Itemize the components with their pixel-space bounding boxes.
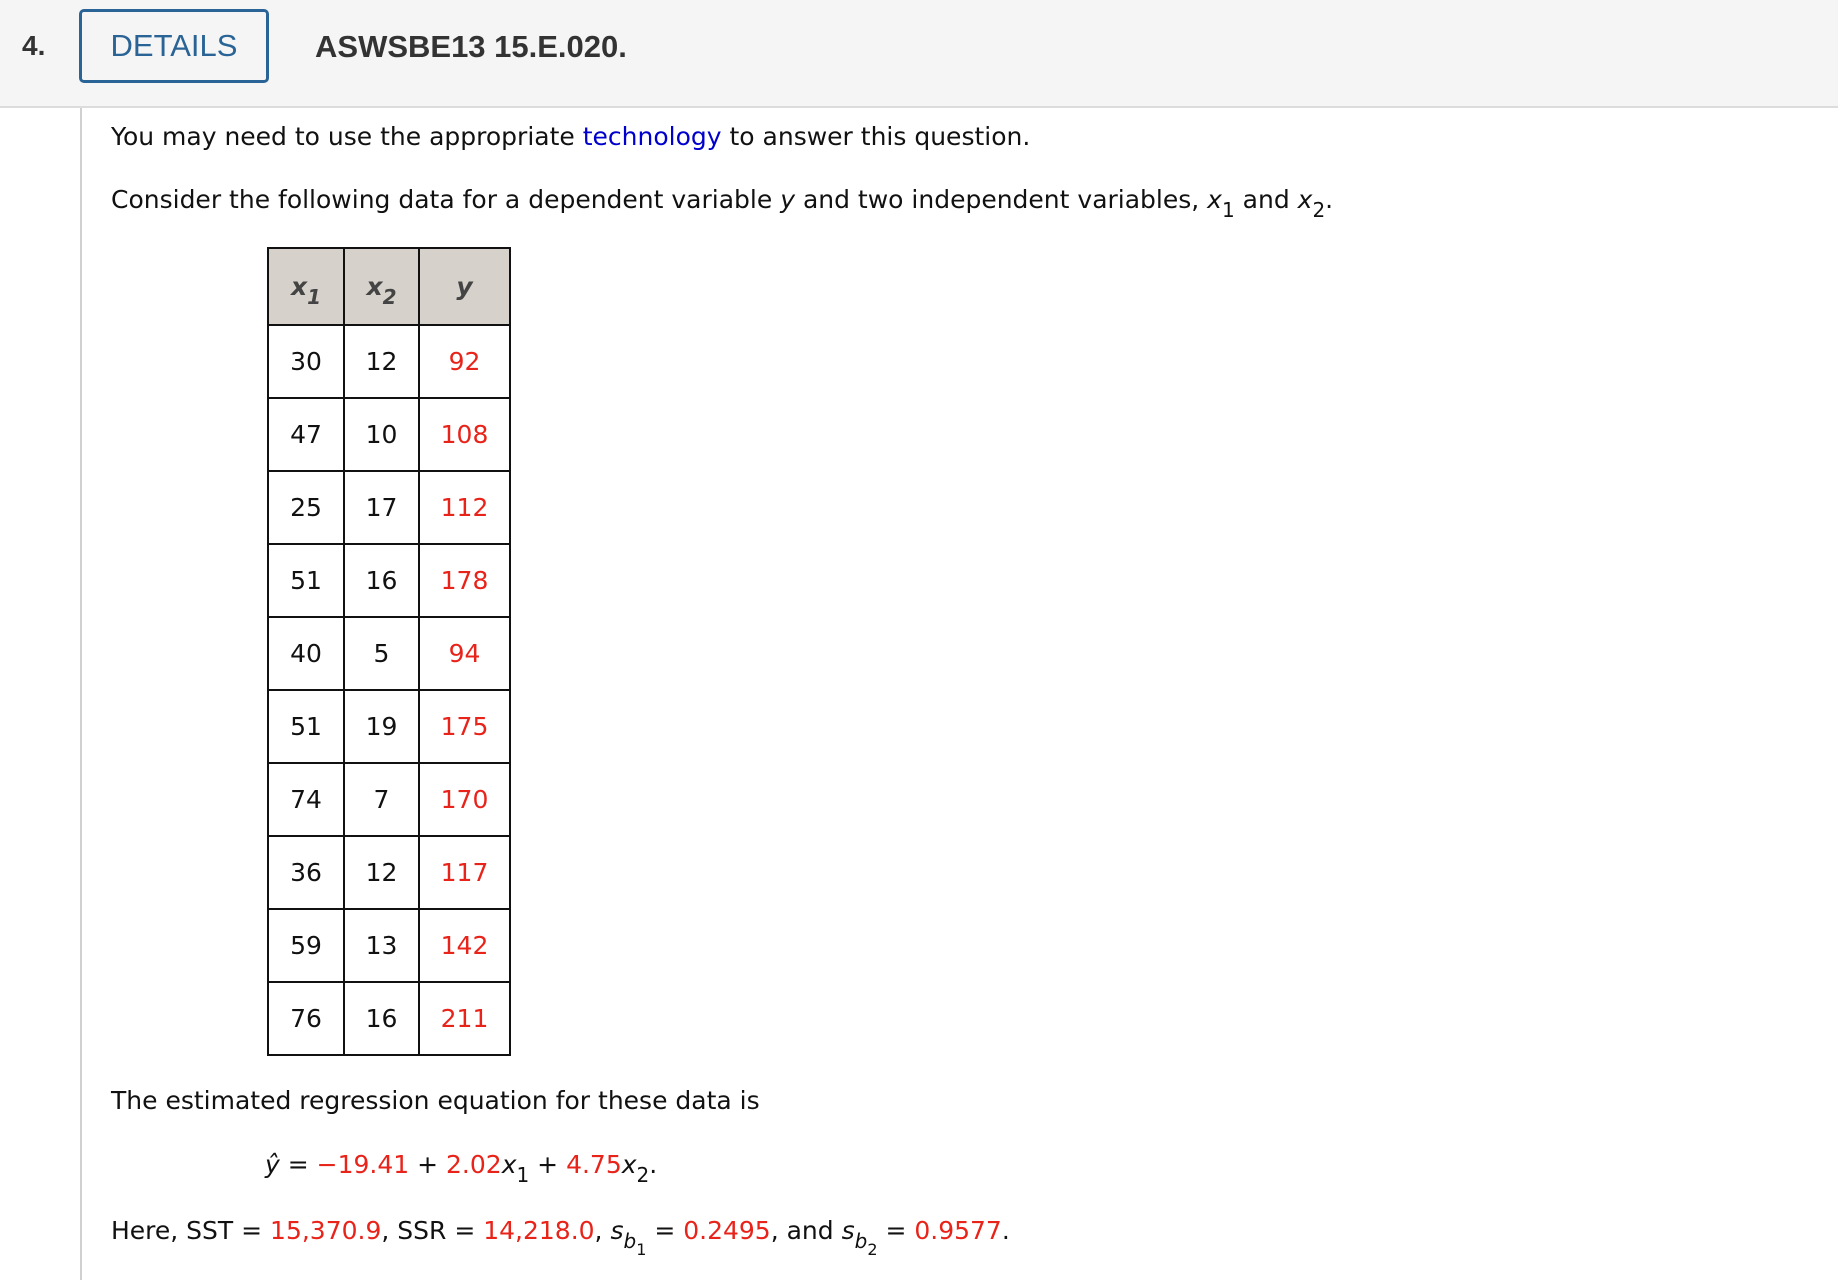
header-x1: $x_1$ [268, 248, 344, 325]
cell-x1: 51 [268, 544, 344, 617]
table-row [268, 617, 510, 690]
intro-text [111, 122, 1030, 151]
subscript: 1 [516, 1163, 530, 1187]
subscript: 2 [636, 1163, 650, 1187]
cell-x1: 47 [268, 398, 344, 471]
data-table [267, 247, 511, 1056]
cell-y: 142 [419, 909, 510, 982]
table-row [268, 471, 510, 544]
table-row [268, 909, 510, 982]
header-x2: $x_2$ [344, 248, 419, 325]
sst-value: 15,370.9 [270, 1216, 382, 1245]
subscript: 1 [636, 1240, 647, 1260]
question-id: ASWSBE13 15.E.020. [315, 29, 627, 64]
regression-equation [265, 1150, 658, 1187]
cell-y: 92 [419, 325, 510, 398]
cell-y: 117 [419, 836, 510, 909]
table-row [268, 398, 510, 471]
var-x1: x [1207, 185, 1222, 214]
table-row [268, 325, 510, 398]
cell-x1: 36 [268, 836, 344, 909]
plus: + [529, 1150, 567, 1179]
sb2-value: 0.9577 [914, 1216, 1002, 1245]
var-b: b [854, 1229, 868, 1253]
var-y: y [780, 185, 795, 214]
header-y: y [419, 248, 510, 325]
cell-x2: 13 [344, 909, 419, 982]
plus: + [409, 1150, 447, 1179]
ssr-value: 14,218.0 [483, 1216, 595, 1245]
text: = [646, 1216, 684, 1245]
cell-x1: 76 [268, 982, 344, 1055]
subscript: 1 [1221, 198, 1235, 222]
text: , and [770, 1216, 842, 1245]
cell-x1: 30 [268, 325, 344, 398]
cell-y: 108 [419, 398, 510, 471]
cell-x2: 19 [344, 690, 419, 763]
cell-y: 211 [419, 982, 510, 1055]
cell-x2: 17 [344, 471, 419, 544]
cell-x1: 25 [268, 471, 344, 544]
cell-y: 170 [419, 763, 510, 836]
var-s: s [610, 1216, 624, 1245]
table-row [268, 544, 510, 617]
cell-x2: 5 [344, 617, 419, 690]
var-s: s [841, 1216, 855, 1245]
details-button[interactable]: DETAILS [79, 9, 269, 83]
cell-x2: 12 [344, 836, 419, 909]
cell-x2: 16 [344, 982, 419, 1055]
cell-y: 112 [419, 471, 510, 544]
table-row [268, 690, 510, 763]
cell-x2: 10 [344, 398, 419, 471]
cell-x1: 51 [268, 690, 344, 763]
text: , SSR = [381, 1216, 484, 1245]
var-x2: x [621, 1150, 637, 1179]
prompt-text [111, 185, 1334, 222]
subscript: 2 [1312, 198, 1326, 222]
intro-before: You may need to use the appropriate [111, 122, 583, 151]
equals: = [279, 1150, 317, 1179]
question-number: 4. [22, 30, 46, 61]
text: . [1001, 1216, 1010, 1245]
cell-x1: 59 [268, 909, 344, 982]
cell-y: 175 [419, 690, 510, 763]
period: . [649, 1150, 658, 1179]
text: , [594, 1216, 611, 1245]
prompt-part: and two independent variables, [795, 185, 1208, 214]
intercept-value: −19.41 [316, 1150, 410, 1179]
yhat: ŷ [265, 1150, 280, 1179]
technology-link[interactable]: technology [582, 122, 722, 151]
cell-x2: 7 [344, 763, 419, 836]
text: Here, SST = [111, 1216, 271, 1245]
table-row [268, 982, 510, 1055]
cell-x2: 12 [344, 325, 419, 398]
var-b: b [623, 1229, 637, 1253]
intro-after: to answer this question. [721, 122, 1031, 151]
text: = [877, 1216, 915, 1245]
cell-y: 178 [419, 544, 510, 617]
question-header [0, 0, 1838, 108]
table-row [268, 836, 510, 909]
table-header-row [268, 248, 510, 325]
cell-x1: 40 [268, 617, 344, 690]
b1-value: 2.02 [446, 1150, 502, 1179]
subscript: 2 [867, 1240, 878, 1260]
cell-x2: 16 [344, 544, 419, 617]
var-x1: x [501, 1150, 517, 1179]
prompt-part: and [1234, 185, 1298, 214]
cell-y: 94 [419, 617, 510, 690]
prompt-part: Consider the following data for a dependent variable [111, 185, 781, 214]
stats-line [111, 1216, 1010, 1260]
var-x2: x [1297, 185, 1313, 214]
prompt-part: . [1325, 185, 1334, 214]
table-row [268, 763, 510, 836]
b2-value: 4.75 [566, 1150, 622, 1179]
left-divider [80, 108, 82, 1280]
sb1-value: 0.2495 [683, 1216, 771, 1245]
regression-intro: The estimated regression equation for these data is [111, 1086, 760, 1115]
cell-x1: 74 [268, 763, 344, 836]
